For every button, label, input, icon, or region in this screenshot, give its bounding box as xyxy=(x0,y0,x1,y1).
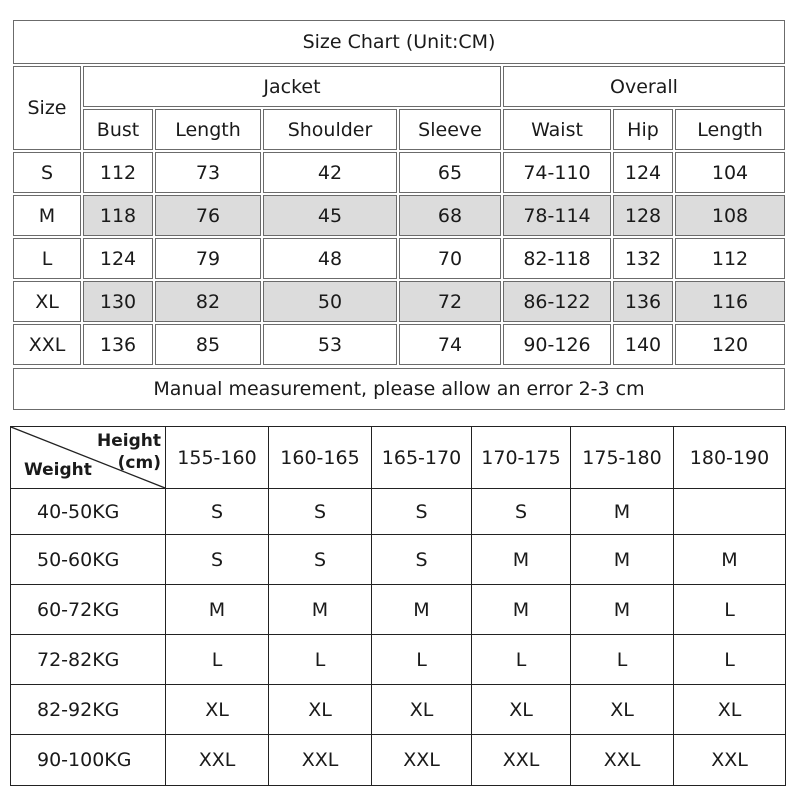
recommended-size-cell: L xyxy=(674,585,786,635)
measurement-cell: 79 xyxy=(155,238,261,279)
measurement-cell: 120 xyxy=(675,324,785,365)
measurement-cell: 136 xyxy=(83,324,153,365)
measurement-cell: 132 xyxy=(613,238,673,279)
measurement-cell: 108 xyxy=(675,195,785,236)
recommended-size-cell: XXL xyxy=(269,735,372,786)
weight-row xyxy=(11,489,786,535)
measurement-cell: 85 xyxy=(155,324,261,365)
measurement-cell: 53 xyxy=(263,324,397,365)
height-range-header: 165-170 xyxy=(372,427,472,489)
recommended-size-cell: S xyxy=(166,489,269,535)
measurement-cell: 74-110 xyxy=(503,152,611,193)
recommended-size-cell: M xyxy=(269,585,372,635)
measurement-cell: 42 xyxy=(263,152,397,193)
measurement-cell: 45 xyxy=(263,195,397,236)
overall-group-header: Overall xyxy=(503,66,785,107)
measurement-cell: 136 xyxy=(613,281,673,322)
height-range-header: 180-190 xyxy=(674,427,786,489)
recommended-size-cell: M xyxy=(571,535,674,585)
measurement-cell: 118 xyxy=(83,195,153,236)
measurement-cell: 82-118 xyxy=(503,238,611,279)
weight-range-cell: 60-72KG xyxy=(11,585,166,635)
column-header-hip: Hip xyxy=(613,109,673,150)
measurement-cell: 65 xyxy=(399,152,501,193)
weight-row xyxy=(11,535,786,585)
measurement-cell: 104 xyxy=(675,152,785,193)
column-header-jacket-length: Length xyxy=(155,109,261,150)
size-chart-title: Size Chart (Unit:CM) xyxy=(13,20,785,64)
measurement-cell: 86-122 xyxy=(503,281,611,322)
height-header-row xyxy=(11,427,786,489)
height-unit-label: (cm) xyxy=(117,453,161,473)
recommended-size-cell: S xyxy=(269,489,372,535)
recommended-size-cell: M xyxy=(372,585,472,635)
measurement-cell: 116 xyxy=(675,281,785,322)
measurement-cell: 140 xyxy=(613,324,673,365)
recommended-size-cell: S xyxy=(372,489,472,535)
recommended-size-cell: M xyxy=(571,489,674,535)
recommended-size-cell: L xyxy=(472,635,571,685)
size-chart-table xyxy=(13,20,785,412)
recommended-size-cell: L xyxy=(674,635,786,685)
recommended-size-cell: M xyxy=(571,585,674,635)
recommended-size-cell: XL xyxy=(674,685,786,735)
recommended-size-cell: XXL xyxy=(674,735,786,786)
measurement-cell: 48 xyxy=(263,238,397,279)
height-range-header: 170-175 xyxy=(472,427,571,489)
column-header-waist: Waist xyxy=(503,109,611,150)
recommended-size-cell: XL xyxy=(269,685,372,735)
measurement-cell: 70 xyxy=(399,238,501,279)
recommended-size-cell: L xyxy=(166,635,269,685)
height-range-header: 155-160 xyxy=(166,427,269,489)
weight-row xyxy=(11,685,786,735)
height-range-header: 160-165 xyxy=(269,427,372,489)
recommended-size-cell: XXL xyxy=(166,735,269,786)
column-header-shoulder: Shoulder xyxy=(263,109,397,150)
recommended-size-cell: M xyxy=(472,585,571,635)
recommended-size-cell: S xyxy=(372,535,472,585)
size-label-cell: S xyxy=(13,152,81,193)
measurement-cell: 74 xyxy=(399,324,501,365)
recommended-size-cell: XXL xyxy=(571,735,674,786)
measurement-cell: 78-114 xyxy=(503,195,611,236)
weight-range-cell: 82-92KG xyxy=(11,685,166,735)
column-header-sleeve: Sleeve xyxy=(399,109,501,150)
recommended-size-cell: M xyxy=(472,535,571,585)
weight-range-cell: 90-100KG xyxy=(11,735,166,786)
measurement-cell: 128 xyxy=(613,195,673,236)
recommended-size-cell: XL xyxy=(166,685,269,735)
weight-row xyxy=(11,585,786,635)
measurement-cell: 73 xyxy=(155,152,261,193)
weight-range-cell: 40-50KG xyxy=(11,489,166,535)
recommended-size-cell: L xyxy=(372,635,472,685)
column-header-bust: Bust xyxy=(83,109,153,150)
weight-row xyxy=(11,735,786,786)
size-label-cell: M xyxy=(13,195,81,236)
recommended-size-cell: XXL xyxy=(472,735,571,786)
size-label-cell: L xyxy=(13,238,81,279)
recommended-size-cell: L xyxy=(571,635,674,685)
measurement-cell: 130 xyxy=(83,281,153,322)
recommended-size-cell: XL xyxy=(372,685,472,735)
size-label-cell: XL xyxy=(13,281,81,322)
height-range-header: 175-180 xyxy=(571,427,674,489)
measurement-cell: 72 xyxy=(399,281,501,322)
size-label-cell: XXL xyxy=(13,324,81,365)
weight-range-cell: 50-60KG xyxy=(11,535,166,585)
weight-label: Weight xyxy=(24,460,92,480)
measurement-cell: 124 xyxy=(613,152,673,193)
measurement-cell: 124 xyxy=(83,238,153,279)
measurement-cell: 90-126 xyxy=(503,324,611,365)
recommended-size-cell: XXL xyxy=(372,735,472,786)
column-header-overall-length: Length xyxy=(675,109,785,150)
recommended-size-cell: S xyxy=(269,535,372,585)
measurement-cell: 50 xyxy=(263,281,397,322)
jacket-group-header: Jacket xyxy=(83,66,501,107)
size-column-header: Size xyxy=(13,66,81,150)
recommended-size-cell: S xyxy=(166,535,269,585)
weight-height-size-table xyxy=(10,426,786,786)
recommended-size-cell: L xyxy=(269,635,372,685)
weight-range-cell: 72-82KG xyxy=(11,635,166,685)
recommended-size-cell xyxy=(674,489,786,535)
recommended-size-cell: M xyxy=(166,585,269,635)
measurement-cell: 76 xyxy=(155,195,261,236)
measurement-cell: 82 xyxy=(155,281,261,322)
corner-header-cell xyxy=(11,427,166,489)
weight-row xyxy=(11,635,786,685)
height-label: Height xyxy=(97,431,161,451)
measurement-cell: 68 xyxy=(399,195,501,236)
recommended-size-cell: S xyxy=(472,489,571,535)
measurement-cell: 112 xyxy=(675,238,785,279)
recommended-size-cell: XL xyxy=(571,685,674,735)
recommended-size-cell: M xyxy=(674,535,786,585)
measurement-note: Manual measurement, please allow an error 2-3 cm xyxy=(13,368,785,410)
recommended-size-cell: XL xyxy=(472,685,571,735)
measurement-cell: 112 xyxy=(83,152,153,193)
